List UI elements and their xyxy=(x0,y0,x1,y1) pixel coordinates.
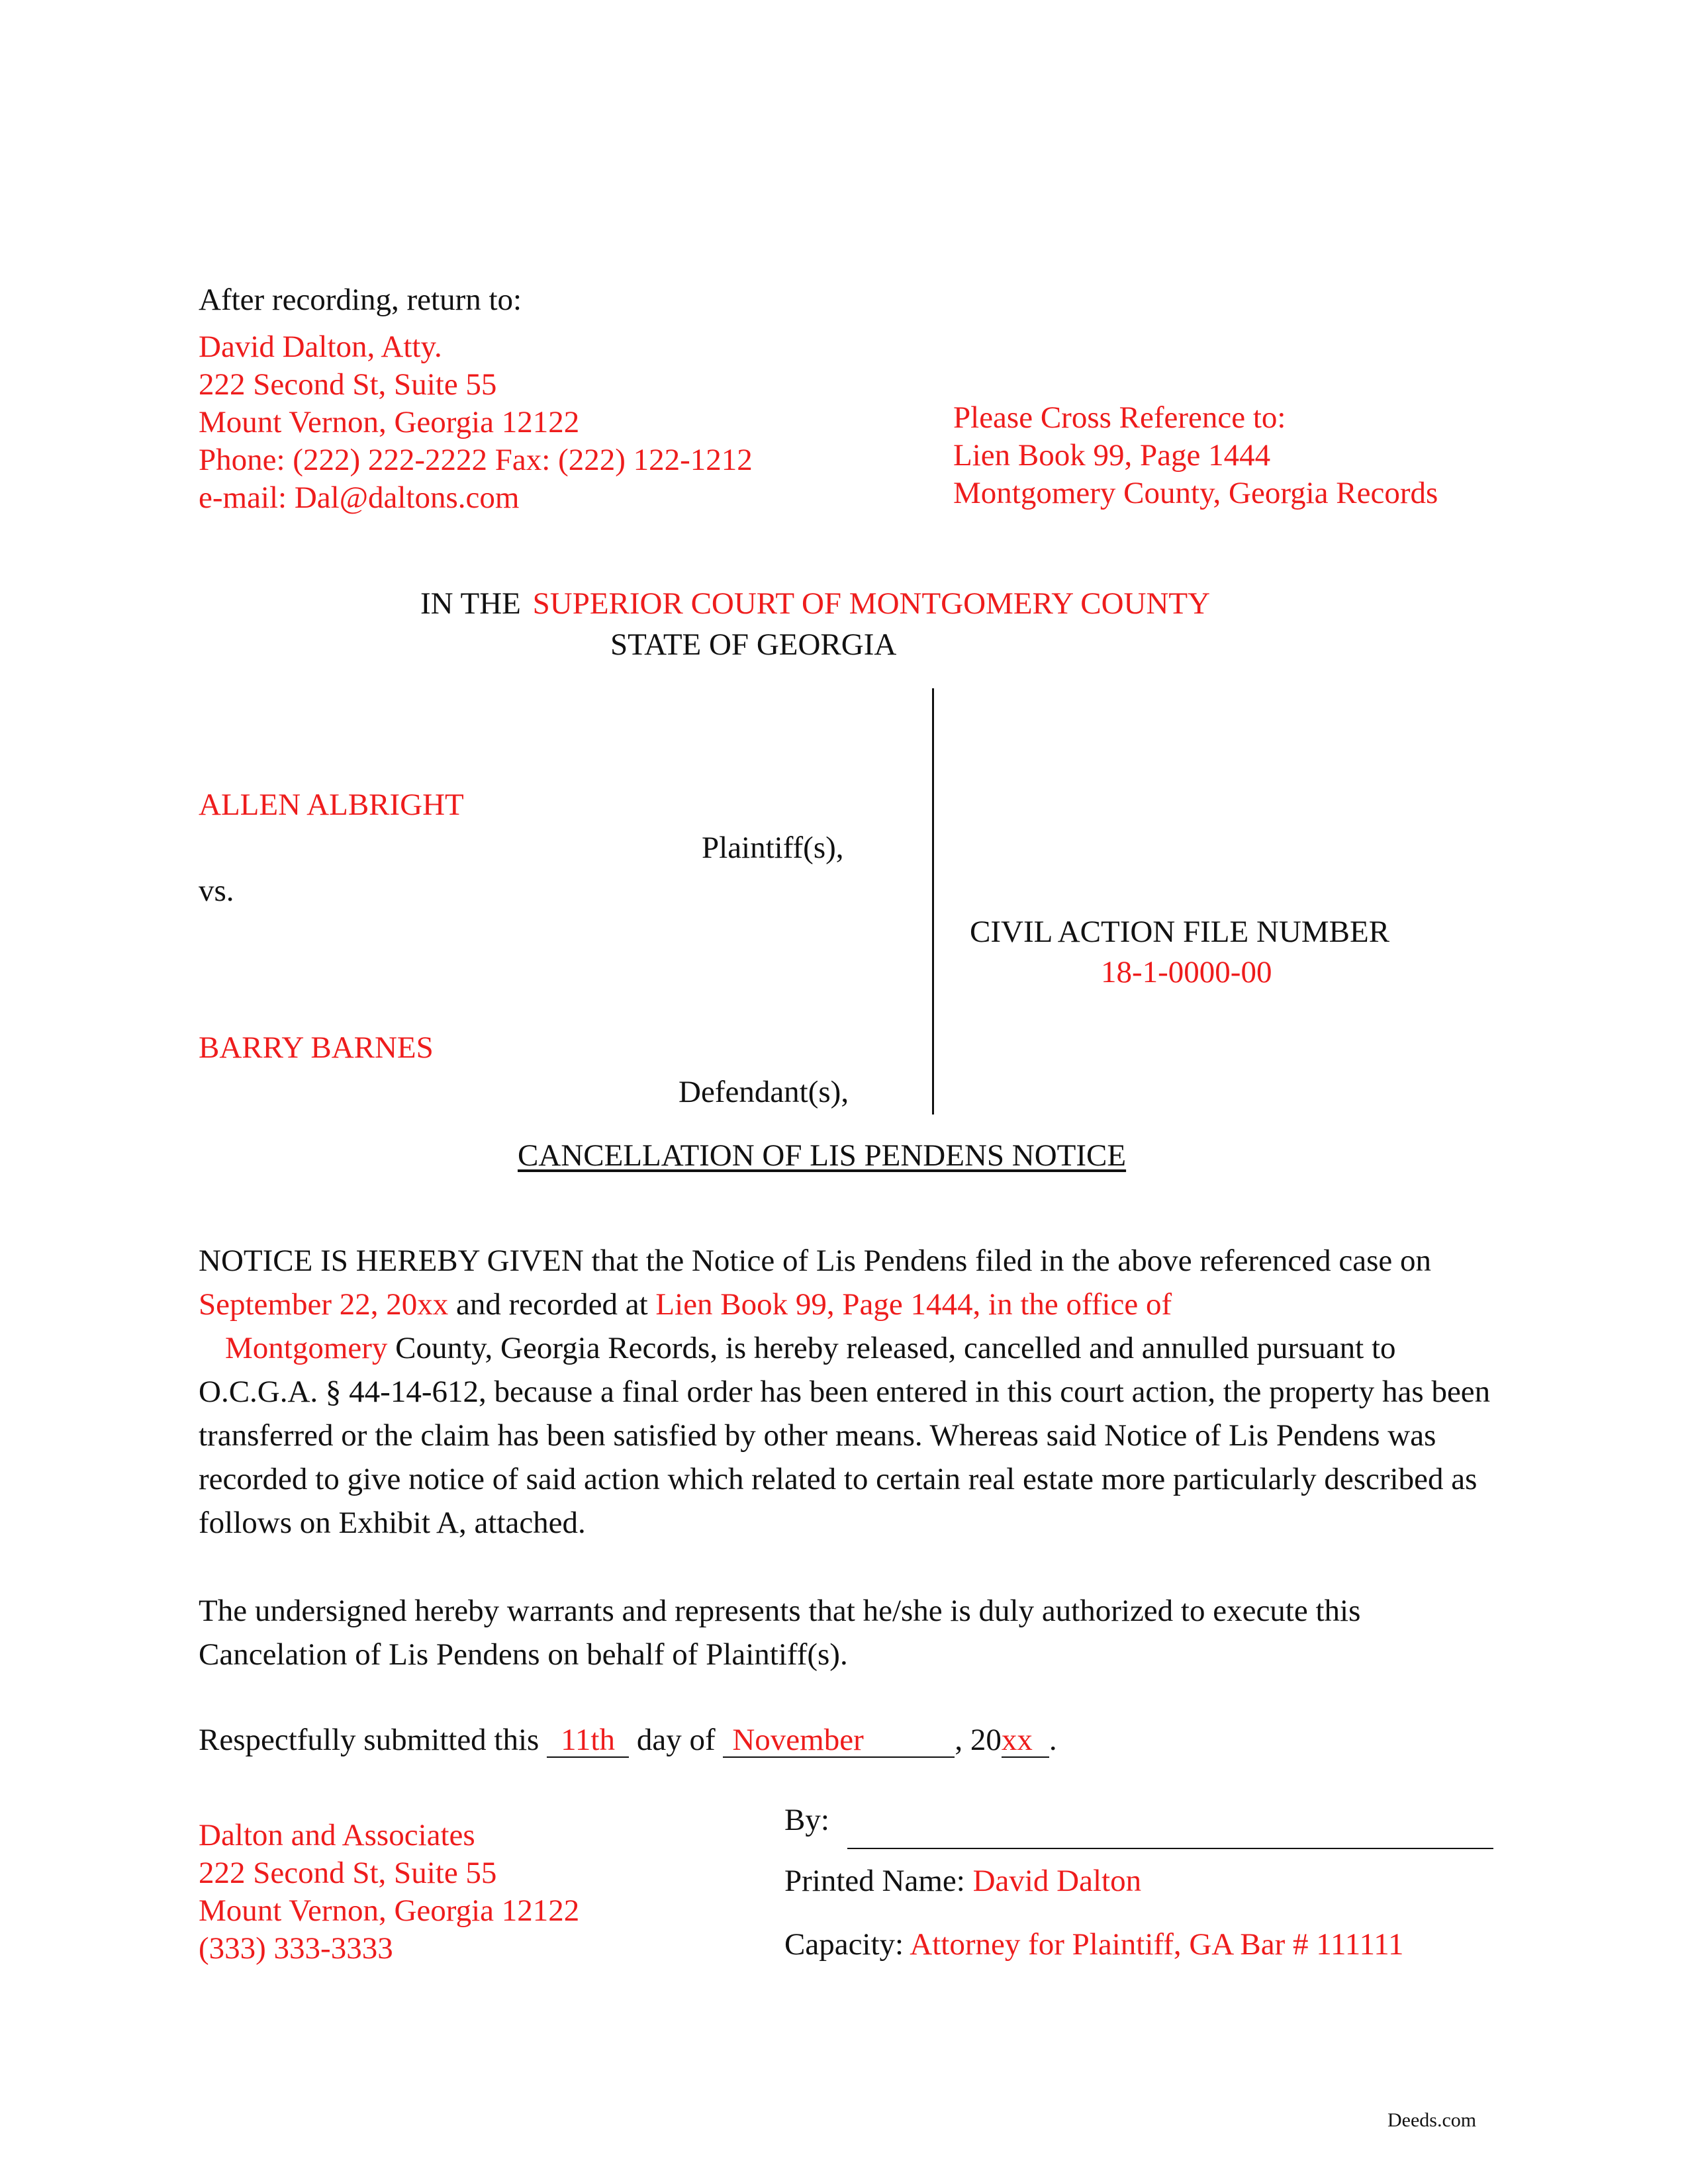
versus-label: vs. xyxy=(199,874,234,908)
cross-reference-heading: Please Cross Reference to: xyxy=(953,400,1286,435)
notice-recorded-at: Lien Book 99, Page 1444, in the office of xyxy=(655,1287,1172,1322)
submitted-line xyxy=(199,1721,1057,1758)
return-to-city: Mount Vernon, Georgia 12122 xyxy=(199,405,580,439)
firm-block xyxy=(199,1817,579,1968)
signature-line[interactable] xyxy=(847,1848,1493,1849)
capacity-label: Capacity: xyxy=(784,1927,904,1962)
submitted-month: November xyxy=(723,1724,955,1758)
return-to-name: David Dalton, Atty. xyxy=(199,330,442,364)
submitted-year: xx xyxy=(1002,1724,1049,1758)
court-state: STATE OF GEORGIA xyxy=(610,627,897,662)
file-number-label: CIVIL ACTION FILE NUMBER xyxy=(970,915,1390,949)
document-title: CANCELLATION OF LIS PENDENS NOTICE xyxy=(518,1138,1127,1173)
printed-name-label: Printed Name: xyxy=(784,1864,965,1898)
submitted-day-of: day of xyxy=(636,1723,716,1757)
notice-filed-date: September 22, 20xx xyxy=(199,1287,449,1322)
file-number: 18-1-0000-00 xyxy=(1101,955,1272,989)
submitted-day: 11th xyxy=(547,1724,629,1758)
footer-brand: Deeds.com xyxy=(1387,2109,1477,2131)
firm-city: Mount Vernon, Georgia 12122 xyxy=(199,1893,580,1928)
court-heading xyxy=(420,585,1210,622)
printed-name-row xyxy=(784,1862,1141,1899)
notice-text-3: County, Georgia Records, is hereby released, cancelled and annulled pursuant to O.C.G.A. § 44-14-612, because a final order has been entered in this court action, the property has been transferred or the claim has been satisfied by other means. Whereas said Notice of Lis Pendens was recorded to give notice of said action which related to certain real estate more particularly described as follows on Exhibit A, attached. xyxy=(199,1331,1491,1540)
submitted-year-prefix: , 20 xyxy=(955,1723,1002,1757)
capacity-value: Attorney for Plaintiff, GA Bar # 111111 xyxy=(910,1927,1404,1962)
defendant-name: BARRY BARNES xyxy=(199,1030,434,1065)
return-to-email: e-mail: Dal@daltons.com xyxy=(199,480,520,515)
court-prefix: IN THE xyxy=(420,586,521,621)
defendant-label: Defendant(s), xyxy=(679,1075,849,1109)
submitted-prefix: Respectfully submitted this xyxy=(199,1723,539,1757)
submitted-period: . xyxy=(1049,1723,1057,1757)
capacity-row xyxy=(784,1926,1404,1963)
return-to-heading: After recording, return to: xyxy=(199,283,522,317)
firm-street: 222 Second St, Suite 55 xyxy=(199,1856,497,1890)
firm-phone: (333) 333-3333 xyxy=(199,1931,393,1966)
cross-reference-records: Montgomery County, Georgia Records xyxy=(953,476,1438,510)
notice-text-1: NOTICE IS HEREBY GIVEN that the Notice of Lis Pendens filed in the above referenced case on xyxy=(199,1244,1432,1278)
notice-text-2: and recorded at xyxy=(456,1287,648,1322)
plaintiff-name: ALLEN ALBRIGHT xyxy=(199,788,464,822)
firm-name: Dalton and Associates xyxy=(199,1818,475,1852)
printed-name-value: David Dalton xyxy=(972,1864,1142,1898)
return-to-street: 222 Second St, Suite 55 xyxy=(199,367,497,402)
warranty-paragraph: The undersigned hereby warrants and represents that he/she is duly authorized to execute this Cancelation of Lis Pendens on behalf of Plaintiff(s). xyxy=(199,1594,1361,1672)
return-to-block xyxy=(199,328,753,517)
plaintiff-label: Plaintiff(s), xyxy=(702,831,844,865)
court-name: SUPERIOR COURT OF MONTGOMERY COUNTY xyxy=(532,586,1211,621)
cross-reference-block xyxy=(953,399,1438,512)
return-to-phone-fax: Phone: (222) 222-2222 Fax: (222) 122-1212 xyxy=(199,443,753,477)
notice-paragraph xyxy=(199,1239,1496,1545)
signature-by-label: By: xyxy=(784,1803,829,1837)
cross-reference-book-page: Lien Book 99, Page 1444 xyxy=(953,438,1271,473)
notice-county: Montgomery xyxy=(225,1331,388,1365)
caption-divider xyxy=(932,688,934,1115)
